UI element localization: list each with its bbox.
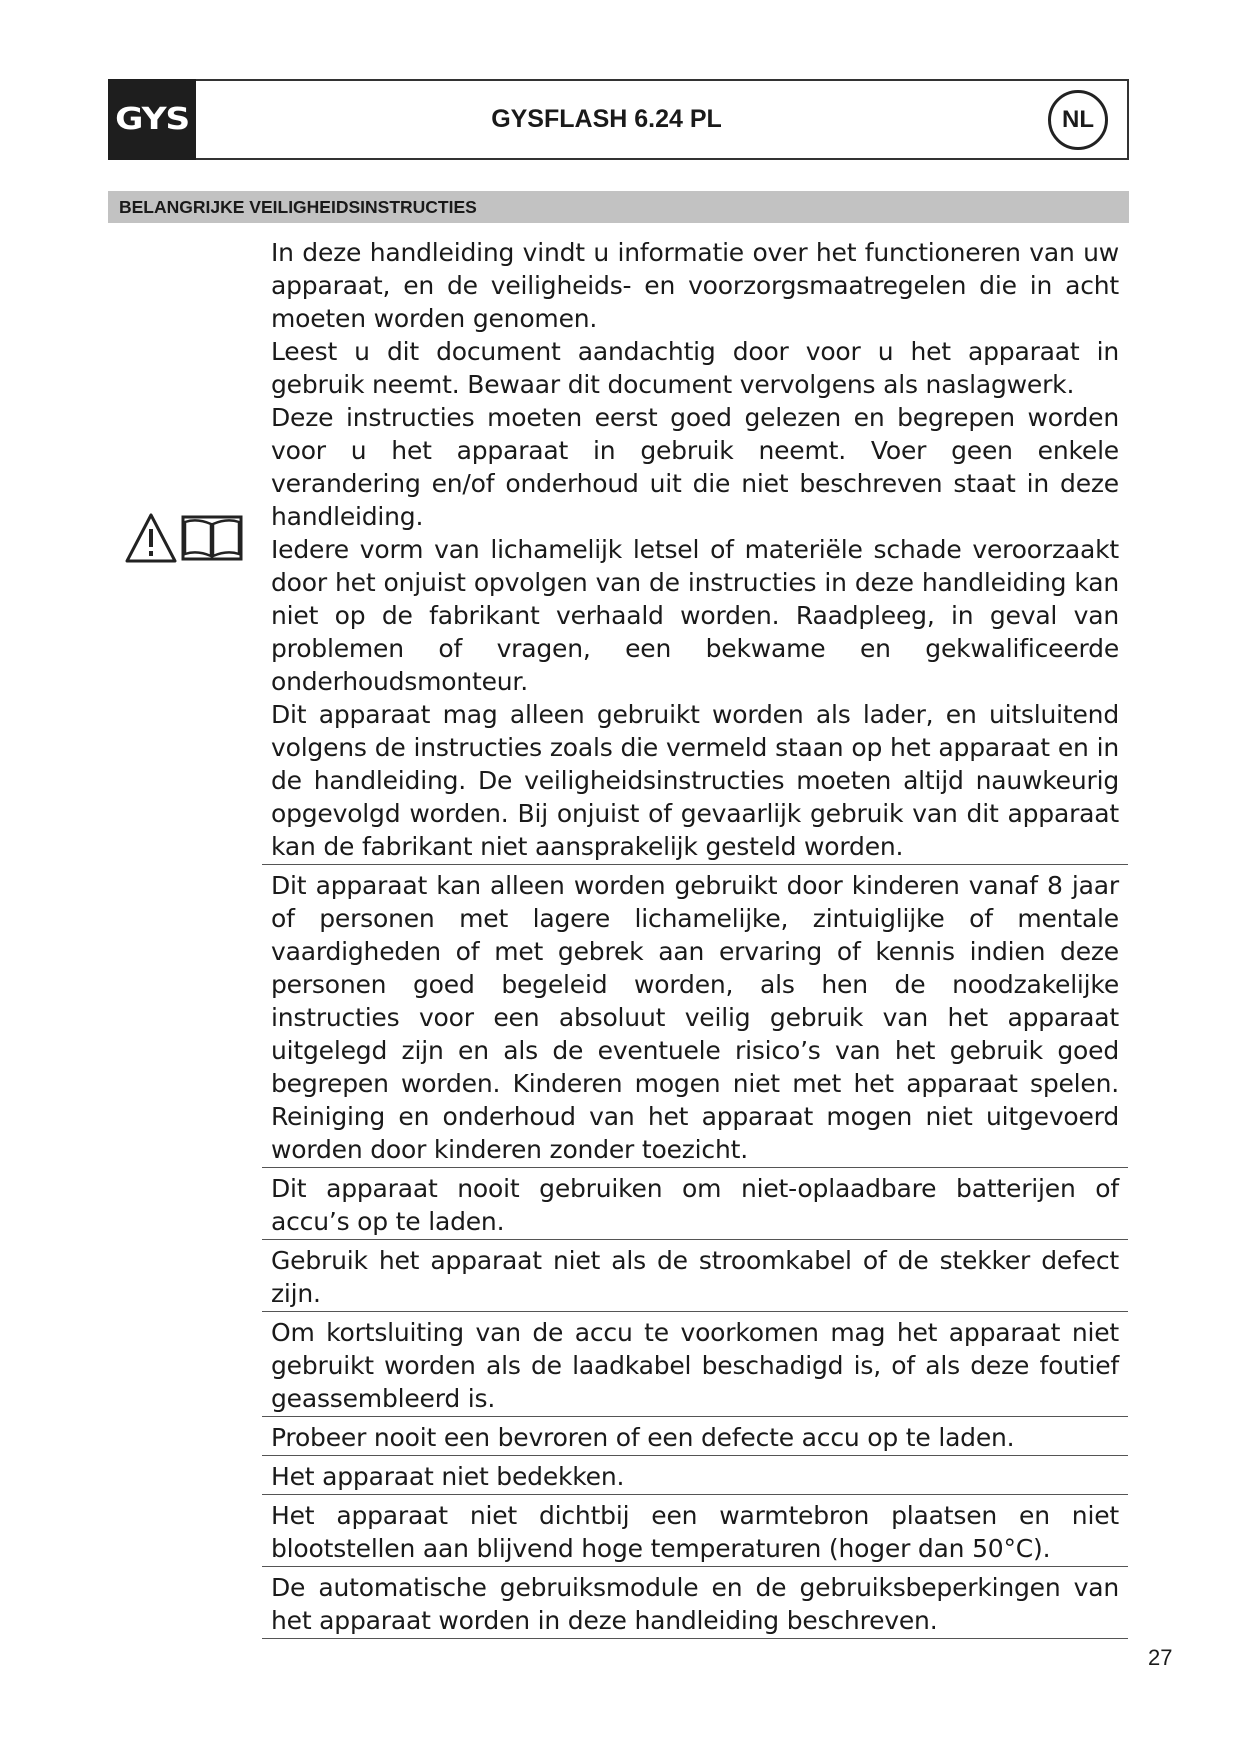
paragraph: In deze handleiding vindt u informatie over het functioneren van uw apparaat, en de veiligheids- en voorzorgsmaatregelen die in acht moeten worden genomen. <box>271 238 1119 333</box>
instruction-block <box>262 1571 1128 1639</box>
page-number: 27 <box>1148 1645 1173 1670</box>
paragraph: Deze instructies moeten eerst goed gelezen en begrepen worden voor u het apparaat in gebruik neemt. Voer geen enkele verandering en/of onderhoud uit die niet beschreven staat in deze handleiding. <box>271 403 1119 531</box>
instruction-block <box>262 1460 1128 1495</box>
safety-icons <box>125 512 245 564</box>
safety-instructions <box>262 236 1128 1643</box>
paragraph: Het apparaat niet bedekken. <box>271 1462 625 1491</box>
paragraph: Het apparaat niet dichtbij een warmtebron plaatsen en niet blootstellen aan blijvend hoge temperaturen (hoger dan 50°C). <box>271 1501 1119 1563</box>
paragraph: Probeer nooit een bevroren of een defecte accu op te laden. <box>271 1423 1015 1452</box>
paragraph: Leest u dit document aandachtig door voor u het apparaat in gebruik neemt. Bewaar dit document vervolgens als naslagwerk. <box>271 337 1119 399</box>
page-header <box>108 79 1129 160</box>
logo-text: GYS <box>115 102 189 137</box>
open-book-icon <box>183 517 241 559</box>
instruction-block <box>262 236 1128 865</box>
instruction-block <box>262 1499 1128 1567</box>
warning-triangle-icon <box>125 512 245 564</box>
paragraph: De automatische gebruiksmodule en de gebruiksbeperkingen van het apparaat worden in deze handleiding beschreven. <box>271 1573 1119 1635</box>
paragraph: Om kortsluiting van de accu te voorkomen mag het apparaat niet gebruikt worden als de laadkabel beschadigd is, of als deze foutief geassembleerd is. <box>271 1318 1119 1413</box>
instruction-block <box>262 1316 1128 1417</box>
language-badge: NL <box>1048 90 1108 150</box>
paragraph: Dit apparaat mag alleen gebruikt worden als lader, en uitsluitend volgens de instructies zoals die vermeld staan op het apparaat en in de handleiding. De veiligheidsinstructies moeten altijd nauwkeurig opgevolgd worden. Bij onjuist of gevaarlijk gebruik van dit apparaat kan de fabrikant niet aansprakelijk gesteld worden. <box>271 700 1119 861</box>
instruction-block <box>262 1421 1128 1456</box>
paragraph: Iedere vorm van lichamelijk letsel of materiële schade veroorzaakt door het onjuist opvolgen van de instructies in deze handleiding kan niet op de fabrikant verhaald worden. Raadpleeg, in geval van problemen of vragen, een bekwame en gekwalificeerde onderhoudsmonteur. <box>271 535 1119 696</box>
paragraph: Gebruik het apparaat niet als de stroomkabel of de stekker defect zijn. <box>271 1246 1119 1308</box>
instruction-block <box>262 1244 1128 1312</box>
paragraph: Dit apparaat nooit gebruiken om niet-oplaadbare batterijen of accu’s op te laden. <box>271 1174 1119 1236</box>
paragraph: Dit apparaat kan alleen worden gebruikt door kinderen vanaf 8 jaar of personen met lagere lichamelijke, zintuiglijke of mentale vaardigheden of met gebrek aan ervaring of kennis indien deze personen goed begeleid worden, als hen de noodzakelijke instructies voor een absoluut veilig gebruik van het apparaat uitgelegd zijn en als de eventuele risico’s van het gebruik goed begrepen worden. Kinderen mogen niet met het apparaat spelen. Reiniging en onderhoud van het apparaat mogen niet uitgevoerd worden door kinderen zonder toezicht. <box>271 871 1119 1164</box>
gys-logo <box>108 79 196 160</box>
instruction-block <box>262 869 1128 1168</box>
instruction-block <box>262 1172 1128 1240</box>
document-title: GYSFLASH 6.24 PL <box>491 105 722 133</box>
section-heading: BELANGRIJKE VEILIGHEIDSINSTRUCTIES <box>108 191 1129 223</box>
